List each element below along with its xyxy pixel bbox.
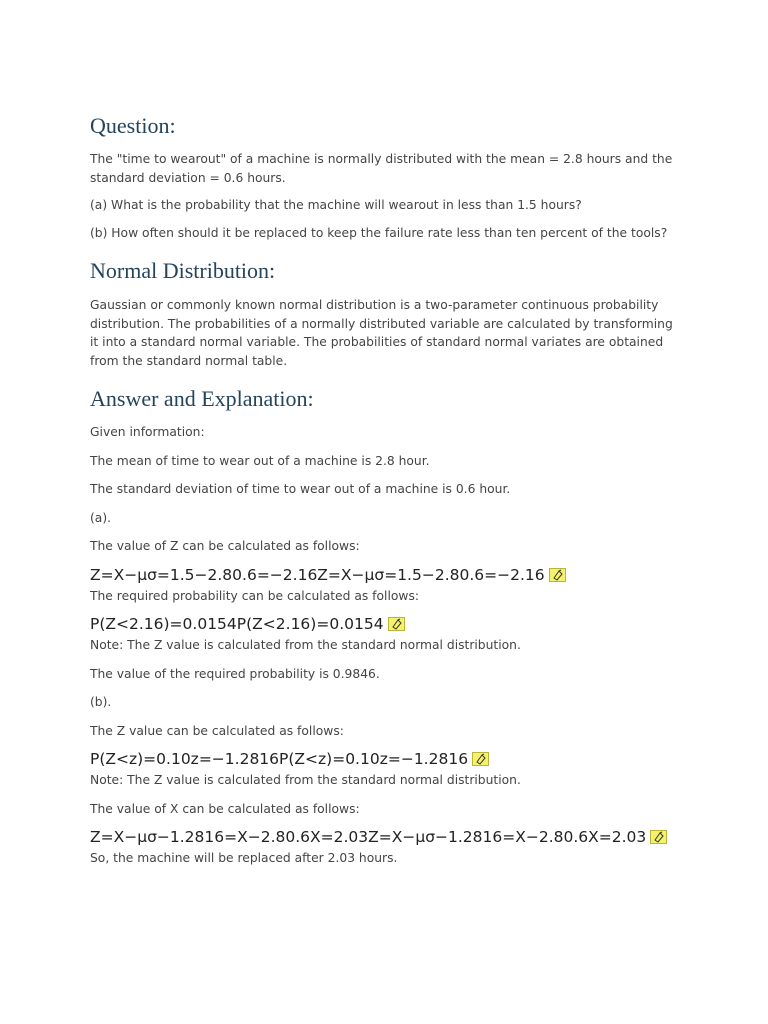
- sd-statement: The standard deviation of time to wear out of a machine is 0.6 hour.: [90, 482, 511, 496]
- formula-z-value: [90, 749, 680, 769]
- document-body: [90, 112, 680, 868]
- formula-image-icon[interactable]: [388, 617, 405, 631]
- question-part-a: (a) What is the probability that the machine will wearout in less than 1.5 hours?: [90, 198, 582, 212]
- formula-probability: [90, 614, 680, 634]
- formula-z-calculation: [90, 565, 680, 585]
- formula-image-icon[interactable]: [549, 568, 566, 582]
- formula-text: Z=X−μσ−1.2816=X−2.80.6X=2.03Z=X−μσ−1.2816=X−2.80.6X=2.03: [90, 828, 647, 846]
- question-heading: Question:: [90, 113, 176, 138]
- note-z-value: Note: The Z value is calculated from the standard normal distribution.: [90, 638, 521, 652]
- question-text: The "time to wearout" of a machine is normally distributed with the mean = 2.8 hours and the standard deviation = 0.6 hours.: [90, 152, 673, 185]
- z-intro: The value of Z can be calculated as follows:: [90, 539, 360, 553]
- given-information: Given information:: [90, 425, 205, 439]
- normal-distribution-text: Gaussian or commonly known normal distribution is a two-parameter continuous probability distribution. The probabilities of a normally distributed variable are calculated by transforming it into a standard normal variable. The probabilities of standard normal variates are obtained from the standard normal table.: [90, 298, 673, 368]
- formula-image-icon[interactable]: [472, 752, 489, 766]
- formula-text: Z=X−μσ=1.5−2.80.6=−2.16Z=X−μσ=1.5−2.80.6=−2.16: [90, 565, 545, 584]
- part-a-label: (a).: [90, 510, 112, 525]
- part-b-label: (b).: [90, 695, 112, 709]
- formula-image-icon[interactable]: [650, 830, 667, 844]
- normal-distribution-heading: Normal Distribution:: [90, 258, 276, 283]
- note-z-value: Note: The Z value is calculated from the standard normal distribution.: [90, 773, 521, 787]
- required-probability: The value of the required probability is 0.9846.: [90, 666, 380, 681]
- question-part-b: (b) How often should it be replaced to keep the failure rate less than ten percent of the tools?: [90, 225, 668, 240]
- conclusion: So, the machine will be replaced after 2.03 hours.: [90, 851, 398, 865]
- x-intro: The value of X can be calculated as follows:: [90, 801, 360, 816]
- formula-text: P(Z<2.16)=0.0154P(Z<2.16)=0.0154: [90, 615, 384, 633]
- answer-heading: Answer and Explanation:: [90, 386, 314, 411]
- formula-text: P(Z<z)=0.10z=−1.2816P(Z<z)=0.10z=−1.2816: [90, 750, 469, 768]
- formula-x-calculation: [90, 827, 680, 847]
- probability-intro: The required probability can be calculated as follows:: [90, 588, 419, 603]
- z-value-intro: The Z value can be calculated as follows:: [90, 723, 344, 738]
- mean-statement: The mean of time to wear out of a machine is 2.8 hour.: [90, 453, 430, 468]
